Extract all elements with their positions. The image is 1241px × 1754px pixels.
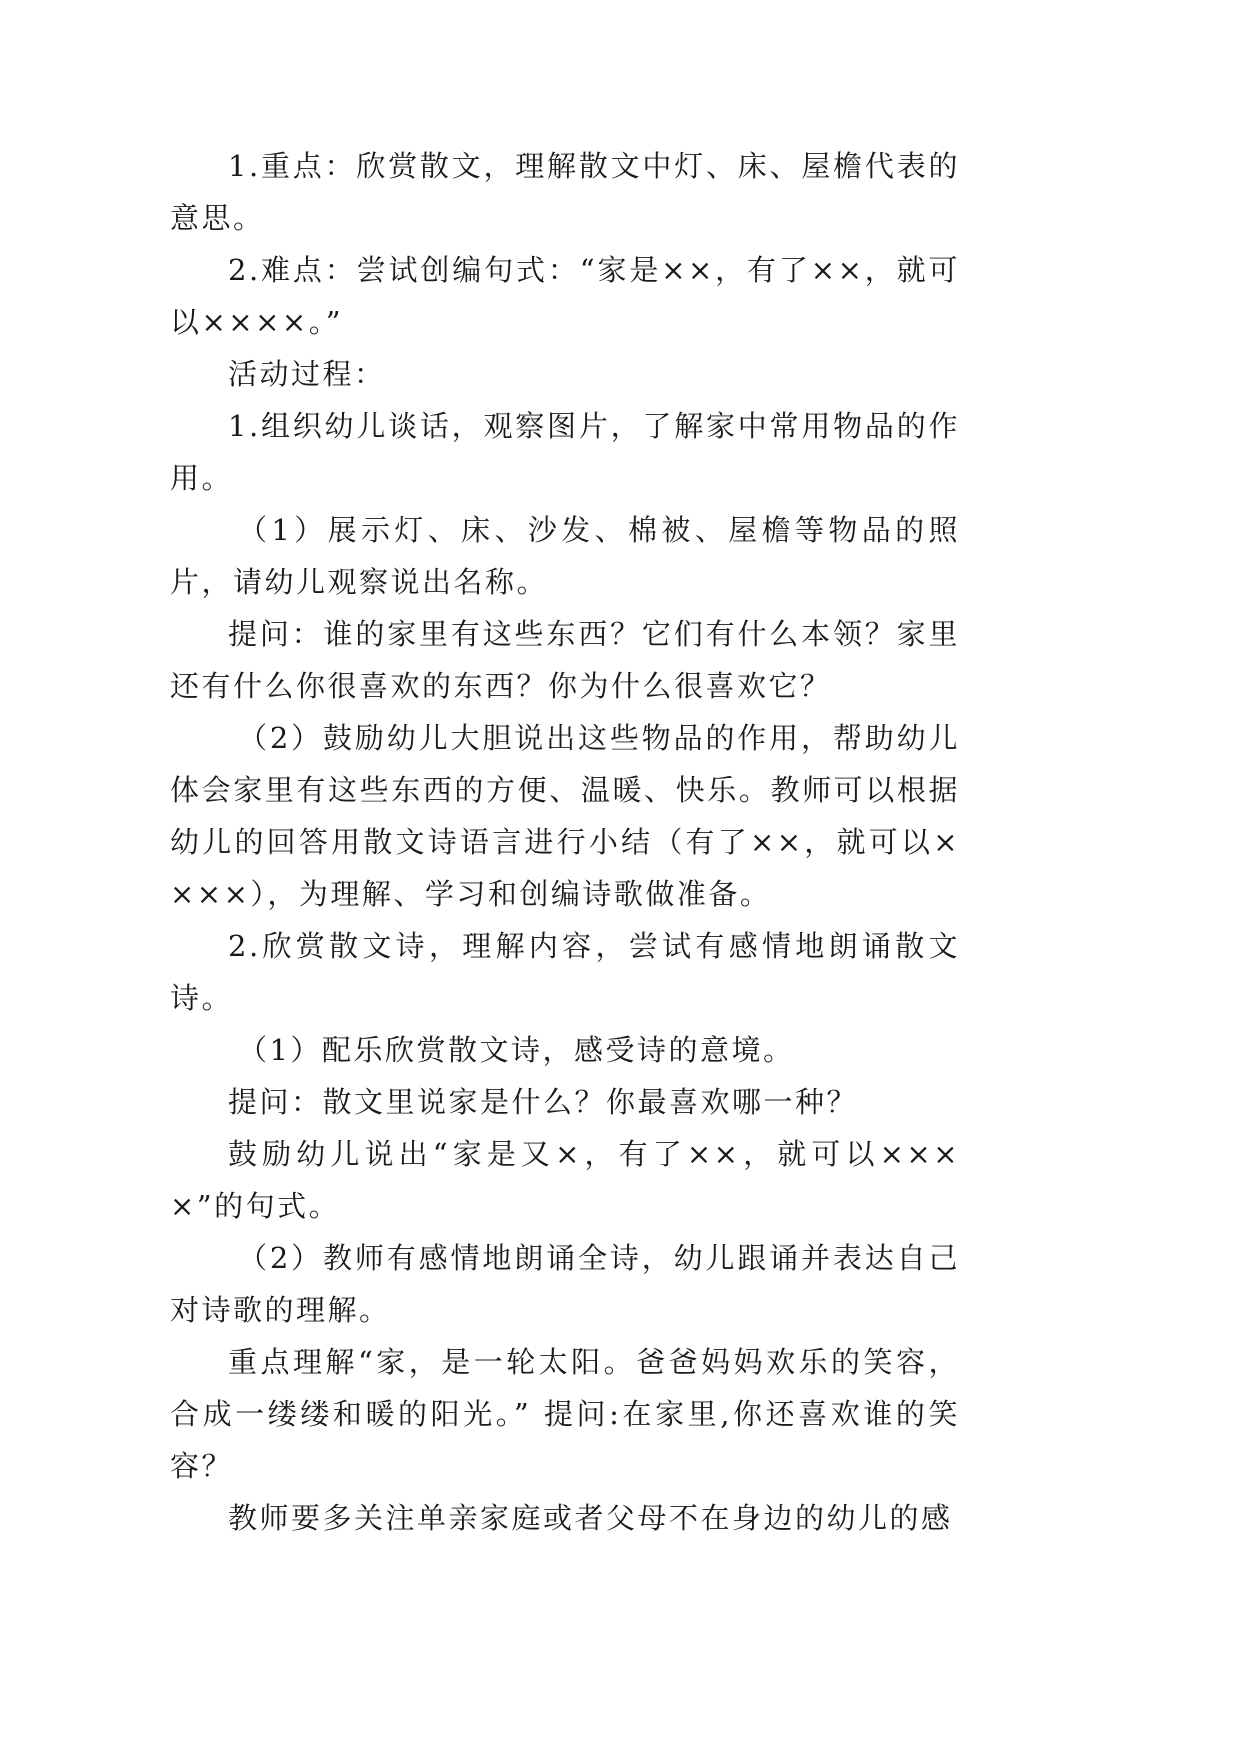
- step-2-1-paragraph: （1）配乐欣赏散文诗，感受诗的意境。: [238, 1033, 795, 1067]
- step-2-paragraph: 2.欣赏散文诗，理解内容，尝试有感情地朗诵散文诗。: [170, 929, 960, 1015]
- teacher-note-paragraph: 教师要多关注单亲家庭或者父母不在身边的幼儿的感: [228, 1501, 953, 1535]
- step-1-2-paragraph: （2）鼓励幼儿大胆说出这些物品的作用，帮助幼儿体会家里有这些东西的方便、温暖、快乐。教师可以根据幼儿的回答用散文诗语言进行小结（有了××，就可以××××），为理解、学习和创编诗歌做准备。: [170, 721, 960, 911]
- step-2-2-paragraph: （2）教师有感情地朗诵全诗，幼儿跟诵并表达自己对诗歌的理解。: [170, 1241, 960, 1327]
- step-1-1-paragraph: （1）展示灯、床、沙发、棉被、屋檐等物品的照片，请幼儿观察说出名称。: [170, 513, 960, 599]
- document-body: [170, 140, 960, 1544]
- step-1-paragraph: 1.组织幼儿谈话，观察图片，了解家中常用物品的作用。: [170, 409, 960, 495]
- encourage-paragraph: 鼓励幼儿说出“家是又×，有了××，就可以××××”的句式。: [170, 1137, 960, 1223]
- question-paragraph-2: 提问：散文里说家是什么？你最喜欢哪一种？: [228, 1085, 859, 1119]
- question-paragraph-1: 提问：谁的家里有这些东西？它们有什么本领？家里还有什么你很喜欢的东西？你为什么很喜欢它？: [170, 617, 960, 703]
- key-understanding-paragraph: 重点理解“家，是一轮太阳。爸爸妈妈欢乐的笑容，合成一缕缕和暖的阳光。” 提问:在家里,你还喜欢谁的笑容？: [170, 1345, 960, 1483]
- difficulty-paragraph: 2.难点：尝试创编句式：“家是××，有了××，就可以××××。”: [170, 253, 960, 339]
- activity-process-heading: 活动过程：: [228, 357, 386, 391]
- key-point-paragraph: 1.重点：欣赏散文，理解散文中灯、床、屋檐代表的意思。: [170, 149, 960, 235]
